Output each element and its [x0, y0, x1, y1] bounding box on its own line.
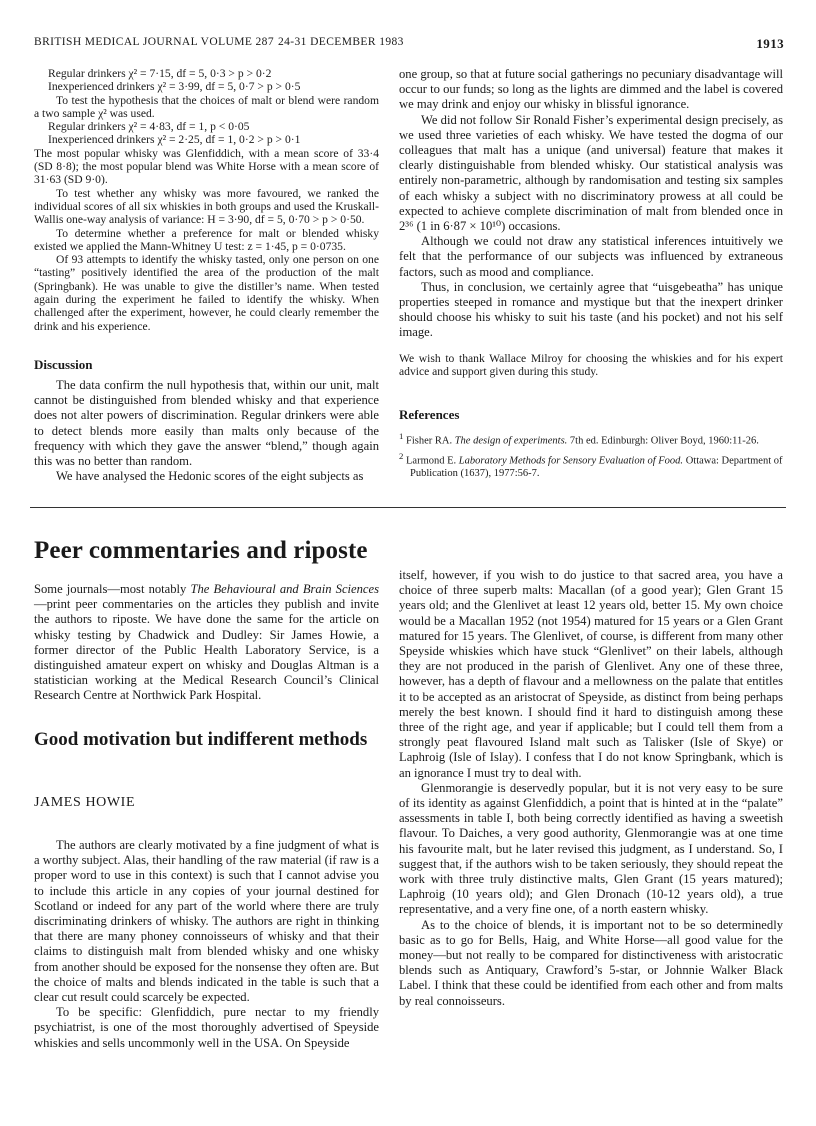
stat-line: Inexperienced drinkers χ² = 2·25, df = 1, 0·2 > p > 0·1 — [48, 133, 301, 147]
running-header — [34, 36, 784, 54]
attempts-paragraph: Of 93 attempts to identify the whisky tasted, only one person on one “tasting” positively identified the area of the production of the malt (Springbank). He was unable to give the distiller’s name. When tested again during the experiment he failed to identify the whisky. When challenged after the experiment, however, he could clearly remember the drink and his experience. — [34, 253, 379, 333]
discussion-paragraph: The data confirm the null hypothesis that, within our unit, malt cannot be distinguished from blended whisky and that experience does not alter powers of discrimination. Regular drinkers were able to detect blends more easily than malts only because of the frequency with which they gave the answer “blend,” though again this was no better than random. — [34, 378, 379, 469]
discussion-text — [34, 378, 379, 484]
commentary-title: Good motivation but indifferent methods — [34, 729, 368, 750]
stat-line: Regular drinkers χ² = 7·15, df = 5, 0·3 > p > 0·2 — [48, 67, 272, 80]
page-number: 1913 — [756, 36, 784, 51]
commentary-paragraph: Glenmorangie is deservedly popular, but it is not very easy to be sure of its identity as against Glenfiddich, a point that is hinted at in the “palate” assessments in table I, both being correctly identified as having a sweetish flavour. To Daiches, a very good authority, Glenmorangie was at one time his favourite malt, but he later revised this judgment, as I understand. So, I suggest that, if the authors wish to be taken seriously, they should repeat the work with three truly distinctive malts, Glen Grant (15 years matured); Laphroig (10 years old); and Glen Dronach (10-12 years old), a true representative, and a very fine one, of a north eastern whisky. — [399, 780, 783, 917]
body-paragraph: We did not follow Sir Ronald Fisher’s experimental design precisely, as we used three varieties of each whisky. We have tested the dogma of our colleagues that malt has a unique (and universal) feature that makes it clearly distinguishable from blended whisky. Our statistical analysis was entirely non-parametric, although by randomisation and testing six samples of each whisky a subject with no discriminatory prowess at all could be expected to achieve complete discrimination of malt from blended once in 2³⁶ (1 in 6·87 × 10¹⁰) occasions. — [399, 112, 783, 234]
issue-date: 24-31 DECEMBER 1983 — [278, 36, 404, 48]
reference-item: $^1$ Fisher RA. The design of experiments. 7th ed. Edinburgh: Oliver Boyd, 1960:11-26. — [399, 431, 759, 447]
popular-paragraph: The most popular whisky was Glenfiddich, with a mean score of 33·4 (SD 8·8); the most popular blend was White Horse with a mean score of 31·63 (SD 9·0). — [34, 146, 379, 187]
body-paragraph: Although we could not draw any statistical inferences intuitively we felt that the performance of our subjects was influenced by extraneous factors, such as mood and compliance. — [399, 234, 783, 279]
body-paragraph: one group, so that at future social gatherings no pecuniary disadvantage will occur to our funds; so long as the lights are dimmed and the label is covered we may drink and enjoy our whisky in blissful ignorance. — [399, 67, 783, 112]
section-divider — [30, 507, 786, 508]
commentary-author: JAMES HOWIE — [34, 795, 136, 810]
reference-list — [399, 430, 783, 483]
test-intro: To test the hypothesis that the choices of malt or blend were random a two sample χ² was used. — [34, 93, 379, 120]
article-title: Peer commentaries and riposte — [34, 537, 368, 564]
stat-line: Regular drinkers χ² = 4·83, df = 1, p < 0·05 — [48, 120, 250, 134]
references-heading: References — [399, 407, 460, 422]
commentary-right-column — [399, 568, 783, 1009]
peer-intro — [34, 582, 379, 704]
commentary-paragraph: The authors are clearly motivated by a fine judgment of what is a worthy subject. Alas, their handling of the raw material (if raw is a proper word to use in this context) is such that I cannot advise you to include this article in any copies of your journal destined for Scotland or indeed for any part of the world where there are truly discriminating drinkers of whisky. The authors are right in thinking that there are many phoney connoisseurs of whisky and that their claims to distinguish malt from blended whisky and one whisky from another should be exposed for the nonsense they often are. But the choice of malts and blends indicated in the table is such that a clear cut result could scarcely be expected. — [34, 838, 379, 1005]
journal-name: BRITISH MEDICAL JOURNAL VOLUME 287 — [34, 36, 274, 48]
intro-paragraph: Some journals—most notably The Behavioural and Brain Sciences—print peer commentaries on the articles they publish and invite the authors to riposte. We have done the same for the article on whisky testing by Chadwick and Dudley: Sir James Howie, a former director of the Public Health Laboratory Service, is a distinguished amateur expert on whisky and Douglas Altman is a statistician working at the Medical Research Council’s Clinical Research Centre at Northwick Park Hospital. — [34, 582, 379, 703]
commentary-paragraph: itself, however, if you wish to do justice to that sacred area, you have a choice of three superb malts: Macallan (of a good year); Glen Grant 15 years old; and the Glenlivet at least 12 years old, better 15. My own choice would be a Macallan 1952 (not 1954) matured for 15 years or a Glen Grant matured for 15 years. The Glenlivet, of course, is different from many other Speyside whiskies which have stuck “Glenlivet” on their labels, although they are not produced in the parish of Glenlivet. Any one of these three, however, has a depth of flavour and a mellowness on the palate that entitles it to be accepted as an aristocrat of Speyside, as distinct from being perhaps merely the best known. I should find it hard to distinguish among these three of the right age, and year if applicable; but I could tell them from a strongly peat flavoured Island malt such as Talisker (Isle of Skye) or Laphroig (Isle of Islay). I confess that I do not know Springbank, which is an ignorance I must try to deal with. — [399, 568, 783, 780]
top-right-column — [399, 67, 783, 341]
acknowledgement: We wish to thank Wallace Milroy for choosing the whiskies and for his expert advice and support given during this study. — [399, 352, 783, 379]
stat-line: Inexperienced drinkers χ² = 3·99, df = 5, 0·7 > p > 0·5 — [48, 80, 301, 94]
discussion-heading: Discussion — [34, 357, 93, 372]
top-left-column — [34, 67, 379, 333]
commentary-paragraph: As to the choice of blends, it is important not to be so determinedly basic as to go for Bells, Haig, and White Horse—all good value for the money—but not really to be compared for distinctiveness with aristocratic blends such as Antiquary, Crawford’s 5-star, or Johnnie Walker Black Label. I think that these could be identified from each other and from malts by real connoisseurs. — [399, 917, 783, 1008]
commentary-paragraph: To be specific: Glenfiddich, pure nectar to my friendly psychiatrist, is one of the most thoroughly advertised of Speyside whiskies and sells uncommonly well in the USA. On Speyside — [34, 1005, 379, 1050]
commentary-left-column — [34, 838, 379, 1051]
body-paragraph: Thus, in conclusion, we certainly agree that “uisgebeatha” has unique properties steeped in romance and mystique but that the inexpert drinker should choose his whisky to suit his taste (and his pocket) and not his self image. — [399, 279, 783, 340]
kruskal-paragraph: To test whether any whisky was more favoured, we ranked the individual scores of all six whiskies in both groups and used the Kruskall-Wallis one-way analysis of variance: H = 3·90, df = 5, 0·70 > p > 0·50. — [34, 186, 379, 227]
mann-whitney-paragraph: To determine whether a preference for malt or blended whisky existed we applied the Mann-Whitney U test: z = 1·45, p = 0·0735. — [34, 226, 379, 253]
reference-item: $^2$ Larmond E. Laboratory Methods for Sensory Evaluation of Food. Ottawa: Department of Publication (1637), 1977:56-7. — [399, 451, 783, 480]
discussion-paragraph: We have analysed the Hedonic scores of the eight subjects as — [56, 469, 364, 484]
